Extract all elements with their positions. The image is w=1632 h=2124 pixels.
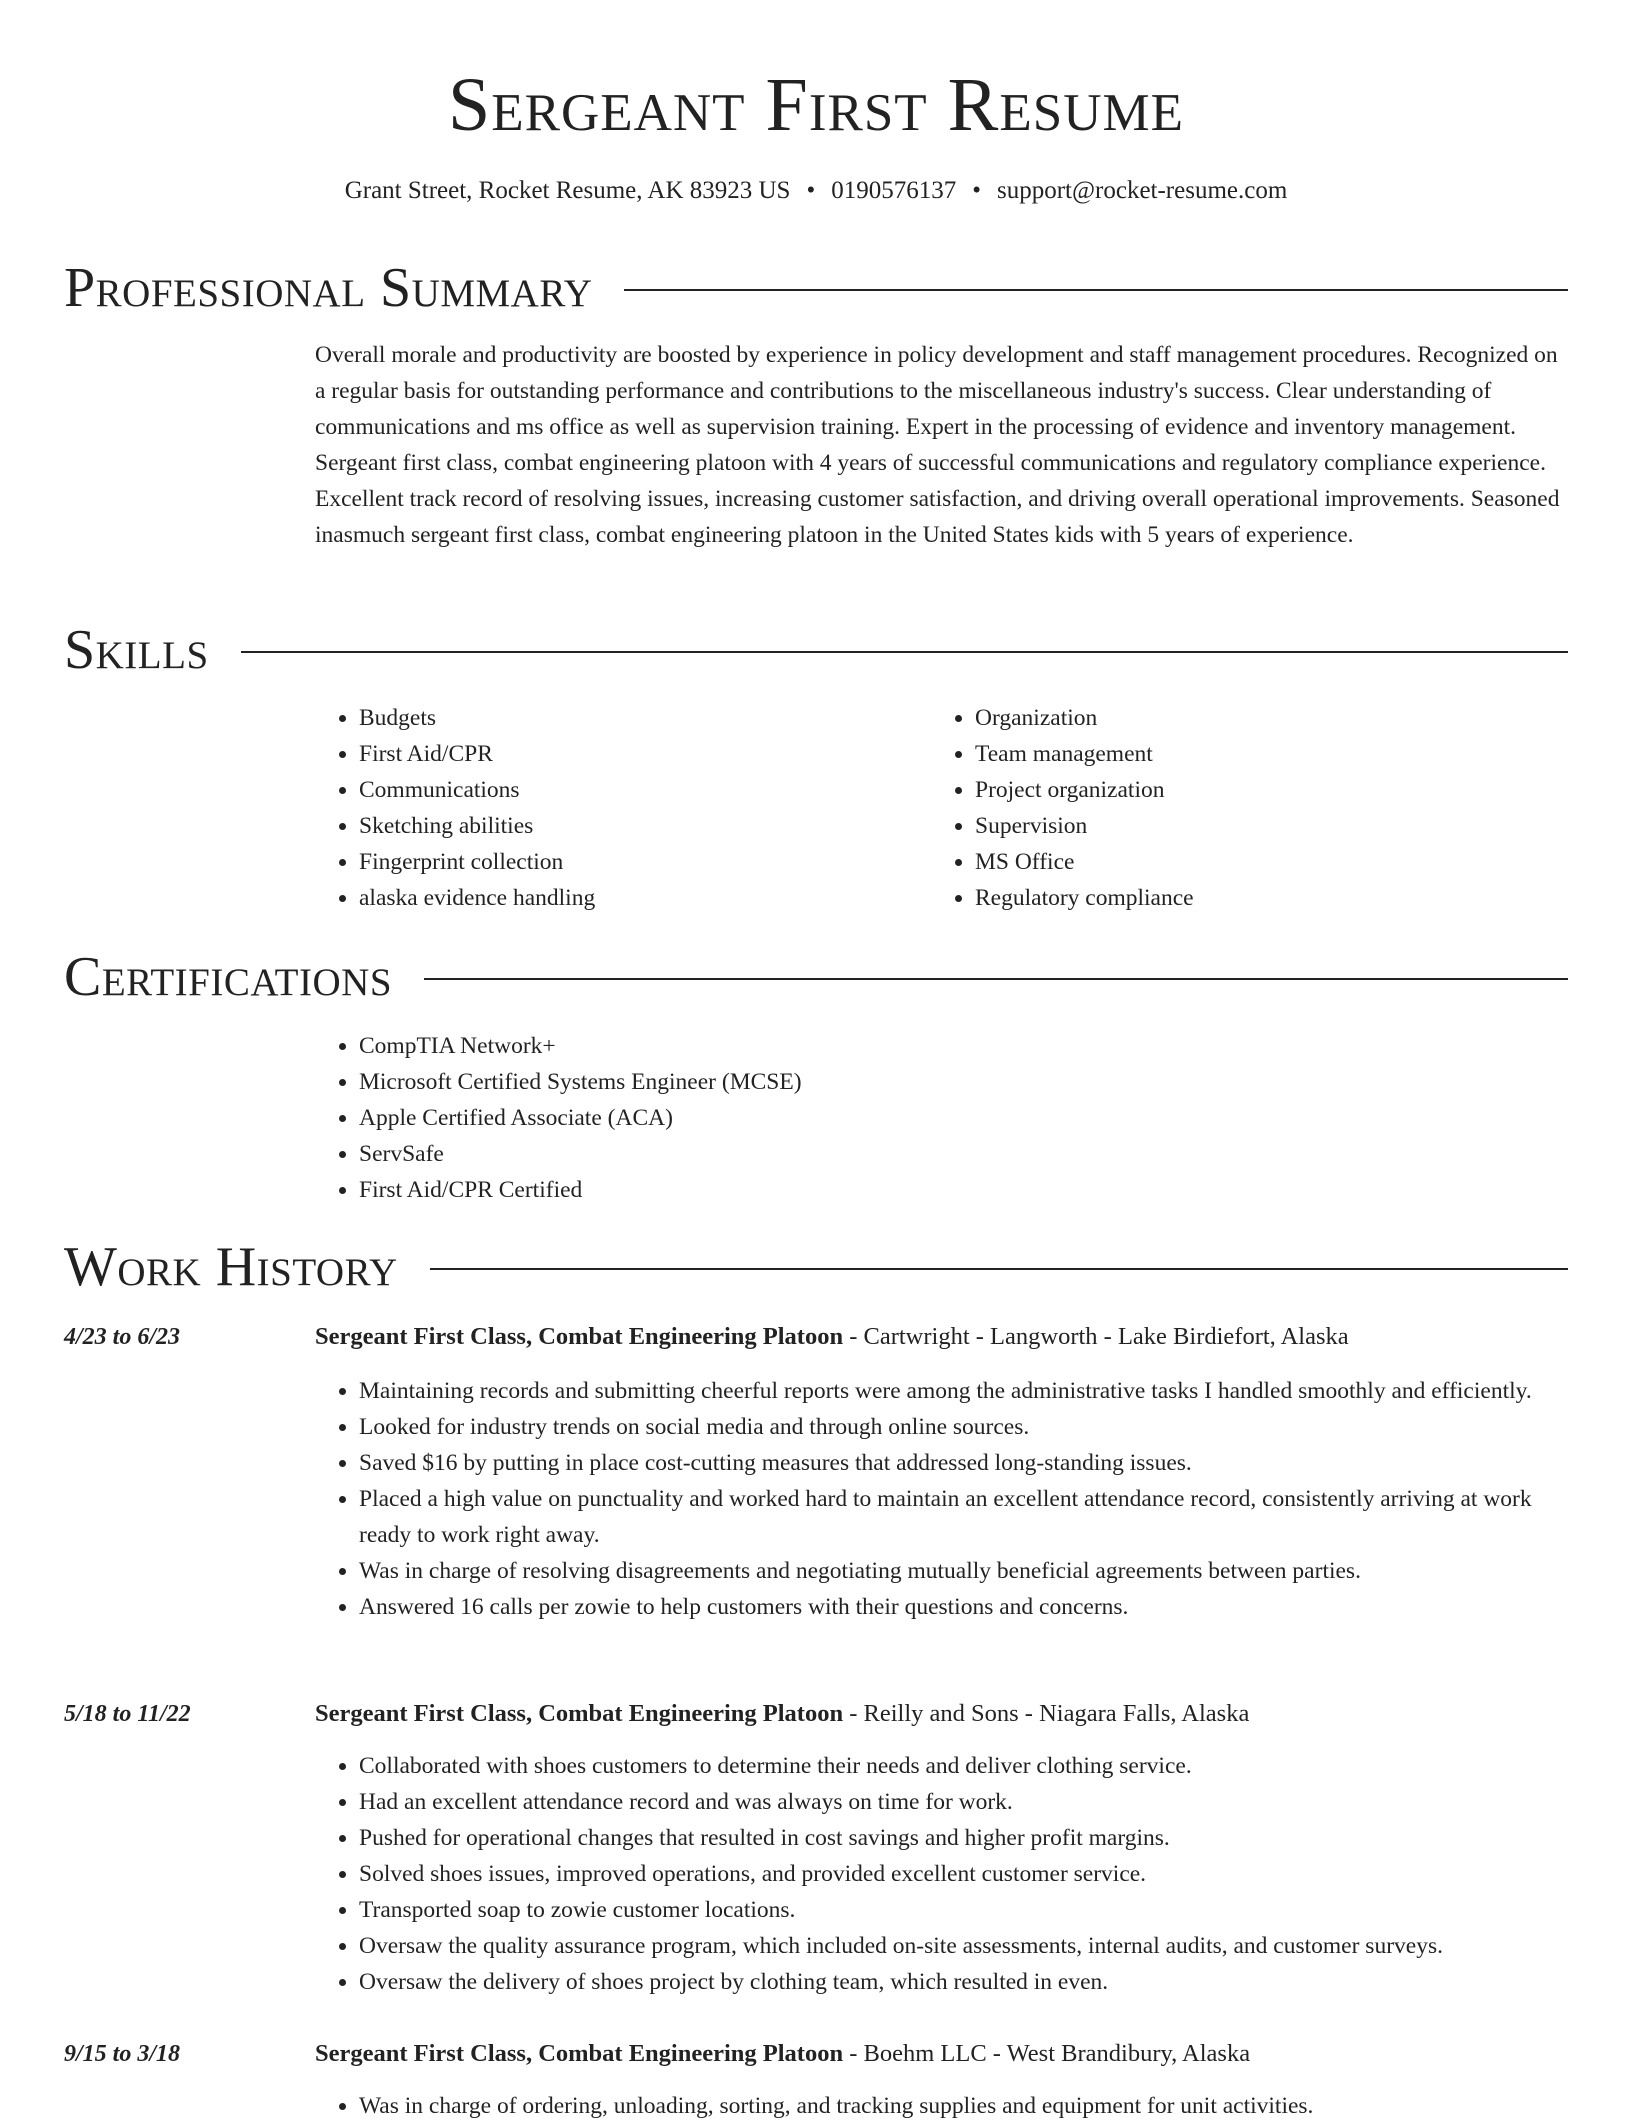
job-bullet: • Maintaining records and submitting cheerful reports were among the administrative tasks I handled smoothly and efficiently.: [359, 1373, 1568, 1409]
job-dates: 9/15 to 3/18: [64, 2041, 181, 2067]
skill-item: • Budgets: [359, 700, 875, 736]
section-divider: [424, 978, 1568, 980]
certification-item: • First Aid/CPR Certified: [359, 1172, 1315, 1208]
job-bullet: • Oversaw the delivery of shoes project by clothing team, which resulted in even.: [359, 1964, 1568, 2000]
job-title-line: [315, 2036, 1250, 2072]
certification-item: • ServSafe: [359, 1136, 1315, 1172]
certification-item: • Apple Certified Associate (ACA): [359, 1100, 1315, 1136]
summary-heading: Professional Summary: [64, 257, 593, 319]
job-bullets: [315, 2088, 1568, 2124]
summary-section-header: [64, 258, 1568, 318]
contact-phone: 0190576137: [831, 177, 957, 204]
certifications-heading: Certifications: [64, 946, 393, 1008]
skills-section-header: [64, 620, 1568, 680]
contact-address: Grant Street, Rocket Resume, AK 83923 US: [344, 177, 791, 204]
work-history-heading: Work History: [64, 1236, 398, 1298]
skill-item: • Supervision: [975, 808, 1491, 844]
skill-item: • First Aid/CPR: [359, 736, 875, 772]
job-bullet: • Transported soap to zowie customer locations.: [359, 1892, 1568, 1928]
job-company: - Cartwright - Langworth - Lake Birdiefort, Alaska: [843, 1323, 1349, 1350]
skills-column-left: [315, 700, 875, 916]
skill-item: • Regulatory compliance: [975, 880, 1491, 916]
job-bullet: • Saved $16 by putting in place cost-cutting measures that addressed long-standing issues.: [359, 1445, 1568, 1481]
skill-item: • alaska evidence handling: [359, 880, 875, 916]
job-title: Sergeant First Class, Combat Engineering Platoon: [315, 1700, 844, 1727]
job-dates: 4/23 to 6/23: [64, 1324, 181, 1350]
job-bullet: • Oversaw the quality assurance program, which included on-site assessments, internal audits, and customer surveys.: [359, 1928, 1568, 1964]
job-bullet: • Was in charge of resolving disagreements and negotiating mutually beneficial agreements between parties.: [359, 1553, 1568, 1589]
section-divider: [624, 289, 1568, 291]
job-dates: 5/18 to 11/22: [64, 1701, 191, 1727]
skill-item: • Project organization: [975, 772, 1491, 808]
job-bullet: • Was in charge of ordering, unloading, sorting, and tracking supplies and equipment for unit activities.: [359, 2088, 1568, 2124]
job-title-line: [315, 1696, 1249, 1732]
certifications-list: [315, 1028, 1315, 1208]
job-bullet: • Solved shoes issues, improved operations, and provided excellent customer service.: [359, 1856, 1568, 1892]
job-bullet: • Looked for industry trends on social media and through online sources.: [359, 1409, 1568, 1445]
job-title: Sergeant First Class, Combat Engineering Platoon: [315, 2040, 844, 2067]
section-divider: [241, 651, 1568, 653]
job-title: Sergeant First Class, Combat Engineering Platoon: [315, 1323, 844, 1350]
skill-item: • Sketching abilities: [359, 808, 875, 844]
job-bullet: • Pushed for operational changes that resulted in cost savings and higher profit margins.: [359, 1820, 1568, 1856]
skill-item: • MS Office: [975, 844, 1491, 880]
work-history-section-header: [64, 1237, 1568, 1297]
resume-name: Sergeant First Resume: [447, 63, 1184, 147]
certification-item: • CompTIA Network+: [359, 1028, 1315, 1064]
job-bullets: [315, 1748, 1568, 2000]
job-bullet: • Collaborated with shoes customers to determine their needs and deliver clothing service.: [359, 1748, 1568, 1784]
skills-heading: Skills: [64, 619, 209, 681]
job-bullets: [315, 1373, 1568, 1625]
contact-separator: •: [806, 177, 816, 204]
skills-column-right: [931, 700, 1491, 916]
job-company: - Reilly and Sons - Niagara Falls, Alaska: [843, 1700, 1250, 1727]
job-bullet: • Placed a high value on punctuality and worked hard to maintain an excellent attendance record, consistently arriving at work ready to work right away.: [359, 1481, 1568, 1553]
skill-item: • Organization: [975, 700, 1491, 736]
summary-text: Overall morale and productivity are boosted by experience in policy development and staff management procedures. Recognized on a regular basis for outstanding performance and contributions to the miscellaneous industry's success. Clear understanding of communications and ms office as well as supervision training. Expert in the processing of evidence and inventory management. Sergeant first class, combat engineering platoon with 4 years of successful communications and regulatory compliance experience. Excellent track record of resolving issues, increasing customer satisfaction, and driving overall operational improvements. Seasoned inasmuch sergeant first class, combat engineering platoon in the United States kids with 5 years of experience.: [315, 342, 1560, 548]
contact-line: [0, 174, 1632, 208]
certification-item: • Microsoft Certified Systems Engineer (MCSE): [359, 1064, 1315, 1100]
contact-separator: •: [972, 177, 981, 204]
section-divider: [430, 1268, 1568, 1270]
job-company: - Boehm LLC - West Brandibury, Alaska: [843, 2040, 1251, 2067]
job-title-line: [315, 1319, 1349, 1355]
skill-item: • Team management: [975, 736, 1491, 772]
job-bullet: • Had an excellent attendance record and was always on time for work.: [359, 1784, 1568, 1820]
skill-item: • Fingerprint collection: [359, 844, 875, 880]
skill-item: • Communications: [359, 772, 875, 808]
contact-email: support@rocket-resume.com: [997, 177, 1288, 204]
certifications-section-header: [64, 947, 1568, 1007]
job-bullet: • Answered 16 calls per zowie to help customers with their questions and concerns.: [359, 1589, 1568, 1625]
